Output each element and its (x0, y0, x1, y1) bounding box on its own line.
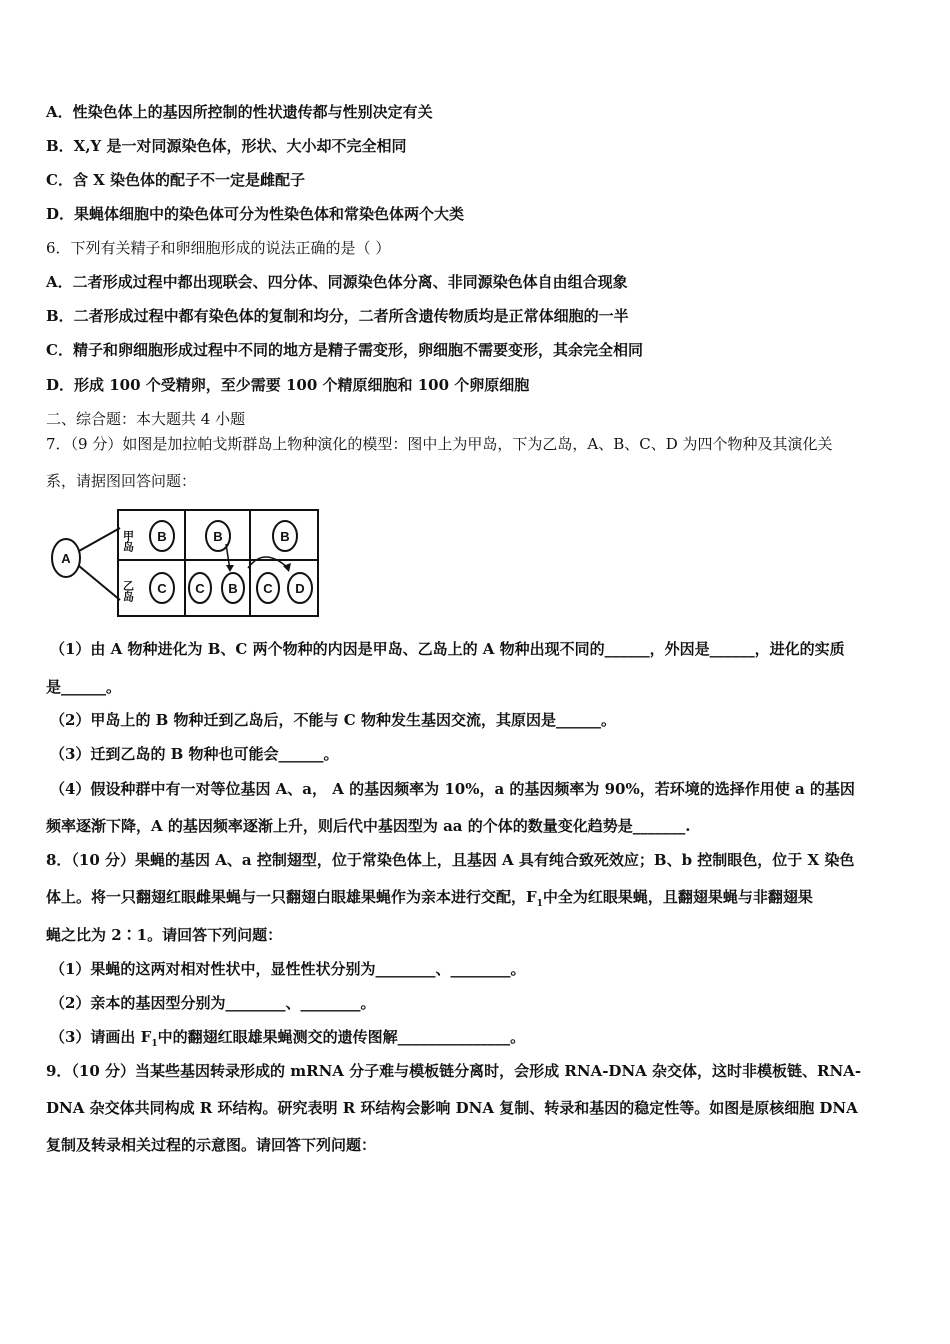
bottom-row-b-label: B (228, 581, 238, 596)
q8-part1: （1）果蝇的这两对相对性状中，显性性状分别为________、________。 (50, 960, 526, 978)
q8-stem-line3: 蝇之比为 2∶1。请回答下列问题： (46, 926, 283, 944)
q8-stem-line2-b: 中全为红眼果蝇，且翻翅果蝇与非翻翅果 (542, 888, 813, 906)
q9-stem-line3: 复制及转录相关过程的示意图。请回答下列问题： (46, 1136, 377, 1154)
q7-part1-line2: 是______。 (46, 678, 122, 696)
q8-part3-b: 中的翻翅红眼雄果蝇测交的遗传图解_______________。 (157, 1028, 526, 1046)
top-row-b1-label: B (157, 529, 167, 544)
q5-option-b: B．X,Y 是一对同源染色体，形状、大小却不完全相同 (46, 137, 407, 155)
q8-f1-subscript: 1 (536, 899, 543, 909)
bottom-row-c3-label: C (263, 581, 273, 596)
bottom-row-d-label: D (295, 581, 305, 596)
q7-part3: （3）迁到乙岛的 B 物种也可能会______。 (50, 745, 339, 763)
q9-stem-line2: DNA 杂交体共同构成 R 环结构。研究表明 R 环结构会影响 DNA 复制、转录和基因的稳定性等。如图是原核细胞 DNA (46, 1099, 858, 1117)
q7-part4-line2: 频率逐渐下降，A 的基因频率逐渐上升，则后代中基因型为 aa 的个体的数量变化趋势是_______. (46, 817, 691, 835)
q8-stem-line1: 8．（10 分）果蝇的基因 A、a 控制翅型，位于常染色体上，且基因 A 具有纯合致死效应；B、b 控制眼色，位于 X 染色 (46, 851, 855, 869)
q8-part3-a: （3）请画出 F (50, 1028, 152, 1046)
q9-stem-line1: 9．（10 分）当某些基因转录形成的 mRNA 分子难与模板链分离时，会形成 RNA-DNA 杂交体，这时非模板链、RNA- (46, 1062, 862, 1080)
q7-part2: （2）甲岛上的 B 物种迁到乙岛后，不能与 C 物种发生基因交流，其原因是______。 (50, 711, 616, 729)
bottom-row-c2-label: C (195, 581, 205, 596)
island-evolution-diagram (50, 508, 322, 622)
top-row-b2-label: B (213, 529, 223, 544)
top-row-b3-label: B (280, 529, 290, 544)
q6-option-d: D．形成 100 个受精卵，至少需要 100 个精原细胞和 100 个卵原细胞 (46, 376, 530, 394)
q6-option-b: B．二者形成过程中都有染色体的复制和均分，二者所含遗传物质均是正常体细胞的一半 (46, 307, 629, 325)
q8-part3 (50, 1027, 525, 1054)
q5-option-a: A．性染色体上的基因所控制的性状遗传都与性别决定有关 (46, 103, 433, 121)
q6-stem: 6．下列有关精子和卵细胞形成的说法正确的是（ ） (46, 239, 391, 257)
q8-part2: （2）亲本的基因型分别为________、________。 (50, 994, 376, 1012)
q6-option-c: C．精子和卵细胞形成过程中不同的地方是精子需变形，卵细胞不需要变形，其余完全相同 (46, 341, 643, 359)
q7-stem-line2: 系，请据图回答问题： (46, 472, 197, 490)
q7-part4-line1: （4）假设种群中有一对等位基因 A、a， A 的基因频率为 10%，a 的基因频率为 90%，若环境的选择作用使 a 的基因 (50, 780, 855, 798)
section-2-heading: 二、综合题：本大题共 4 小题 (46, 410, 246, 428)
q8-stem-line2 (46, 887, 813, 914)
q7-part1-line1: （1）由 A 物种进化为 B、C 两个物种的内因是甲岛、乙岛上的 A 物种出现不同的______，外因是______，进化的实质 (50, 640, 845, 658)
bottom-row-c1-label: C (157, 581, 167, 596)
q6-option-a: A．二者形成过程中都出现联会、四分体、同源染色体分离、非同源染色体自由组合现象 (46, 273, 628, 291)
q8-stem-line2-a: 体上。将一只翻翅红眼雌果蝇与一只翻翅白眼雄果蝇作为亲本进行交配，F (46, 888, 537, 906)
q5-option-d: D．果蝇体细胞中的染色体可分为性染色体和常染色体两个大类 (46, 205, 465, 223)
island-jia-label: 甲岛 (121, 530, 135, 552)
q5-option-c: C．含 X 染色体的配子不一定是雌配子 (46, 171, 306, 189)
q7-stem-line1: 7．（9 分）如图是加拉帕戈斯群岛上物种演化的模型：图中上为甲岛，下为乙岛，A、B、C、D 为四个物种及其演化关 (46, 435, 833, 453)
island-yi-label: 乙岛 (121, 580, 135, 602)
q8-part3-subscript: 1 (151, 1039, 158, 1049)
species-a-label: A (61, 551, 71, 566)
